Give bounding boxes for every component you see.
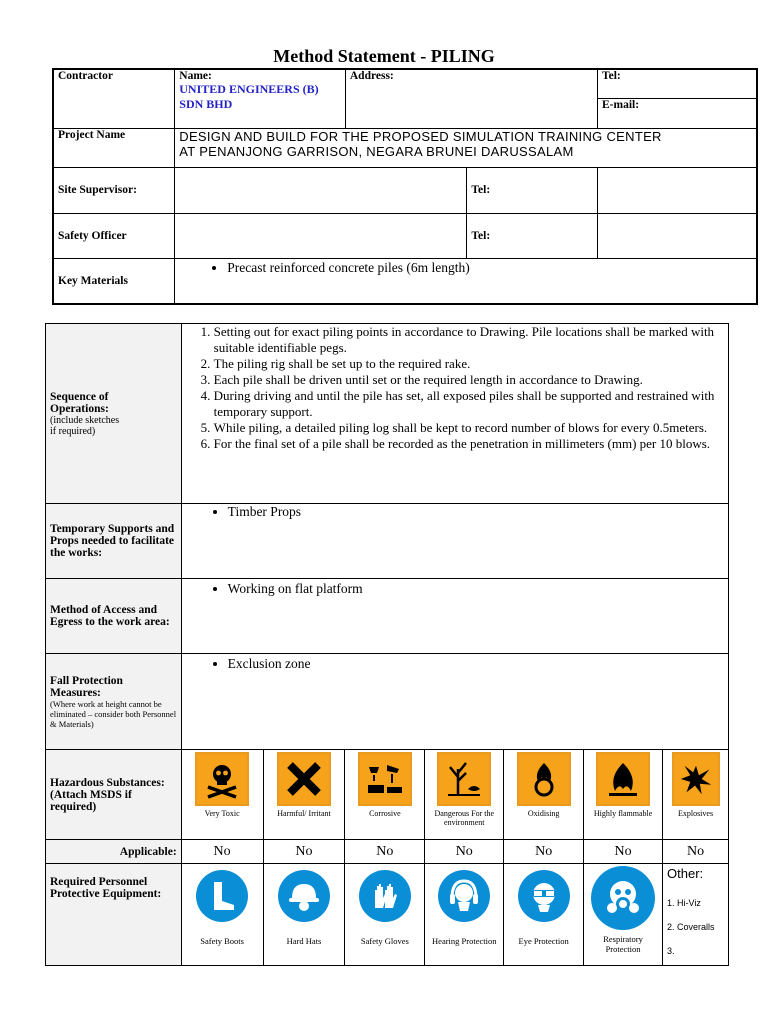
dead-tree-icon — [437, 752, 491, 806]
contractor-label: Contractor — [53, 69, 175, 128]
sequence-step: 6. For the final set of a pile shall be recorded as the penetration in millimeters (mm) per 10 blows. — [214, 436, 724, 452]
goggles-icon — [518, 870, 570, 922]
ppe-eye-protection — [504, 864, 584, 966]
ppe-other-label: Other: — [667, 866, 704, 881]
safety-officer-label: Safety Officer — [53, 213, 175, 258]
hazardous-label: Hazardous Substances: (Attach MSDS if required) — [46, 750, 182, 840]
ppe-caption: Safety Gloves — [360, 936, 409, 946]
safety-officer-value — [175, 213, 467, 258]
project-name-value — [175, 128, 757, 167]
sequence-label-cell — [46, 324, 182, 504]
hard-hat-icon — [278, 870, 330, 922]
sequence-note-line1: (include sketches — [50, 414, 120, 426]
hazard-environment — [425, 750, 504, 840]
hazard-caption: Corrosive — [369, 809, 401, 818]
ppe-respiratory-protection — [584, 864, 663, 966]
access-label: Method of Access and Egress to the work area: — [46, 579, 182, 654]
site-supervisor-label: Site Supervisor: — [53, 167, 175, 213]
key-materials-item: • Precast reinforced concrete piles (6m length) — [227, 260, 752, 276]
access-item: • Working on flat platform — [228, 581, 724, 597]
applicable-value: No — [584, 840, 663, 864]
project-info-table — [52, 68, 758, 305]
sequence-note-line2: if required) — [50, 425, 96, 437]
fall-protection-value — [181, 654, 728, 750]
sequence-step: 3. Each pile shall be driven until set or the required length in accordance to Drawing. — [214, 372, 724, 388]
ppe-caption: Hard Hats — [286, 936, 322, 946]
site-supervisor-tel-label: Tel: — [467, 167, 598, 213]
gloves-icon — [359, 870, 411, 922]
hazard-caption: Dangerous For the environment — [434, 809, 495, 827]
hazard-harmful-irritant — [263, 750, 345, 840]
applicable-value: No — [345, 840, 425, 864]
ppe-label: Required Personnel Protective Equipment: — [46, 864, 182, 966]
email-label: E-mail: — [598, 98, 758, 128]
applicable-value: No — [263, 840, 345, 864]
sequence-step: 1. Setting out for exact piling points in accordance to Drawing. Pile locations shall be marked with suitable identifiable pegs. — [214, 324, 724, 356]
ppe-hard-hats — [263, 864, 345, 966]
hazard-caption: Highly flammable — [593, 809, 653, 818]
temp-supports-item: • Timber Props — [228, 504, 724, 520]
applicable-value: No — [425, 840, 504, 864]
sequence-step: 2. The piling rig shall be set up to the required rake. — [214, 356, 724, 372]
hazard-caption: Very Toxic — [204, 809, 240, 818]
hazard-oxidising — [504, 750, 584, 840]
fall-protection-label-line2: Measures: — [50, 686, 101, 699]
applicable-value: No — [181, 840, 263, 864]
contractor-tel-label: Tel: — [598, 69, 758, 98]
hazard-very-toxic — [181, 750, 263, 840]
sequence-step: 4. During driving and until the pile has set, all exposed piles shall be supported and restrained with temporary support. — [214, 388, 724, 420]
temp-supports-value — [181, 504, 728, 579]
access-value — [181, 579, 728, 654]
x-cross-icon — [277, 752, 331, 806]
ppe-caption: Respiratory Protection — [603, 934, 643, 954]
hazard-highly-flammable — [584, 750, 663, 840]
ppe-caption: Safety Boots — [200, 936, 244, 946]
safety-officer-tel-label: Tel: — [467, 213, 598, 258]
ppe-caption: Eye Protection — [518, 936, 569, 946]
hazard-caption: Oxidising — [527, 809, 560, 818]
corrosive-icon — [358, 752, 412, 806]
respirator-icon — [591, 866, 655, 930]
applicable-value: No — [504, 840, 584, 864]
ppe-safety-boots — [181, 864, 263, 966]
boots-icon — [196, 870, 248, 922]
temp-supports-label: Temporary Supports and Props needed to facilitate the works: — [46, 504, 182, 579]
applicable-label: Applicable: — [46, 840, 182, 864]
ear-defenders-icon — [438, 870, 490, 922]
contractor-name-line1: UNITED ENGINEERS (B) — [179, 82, 319, 96]
sequence-steps-cell — [181, 324, 728, 504]
ppe-other-cell — [663, 864, 729, 966]
ppe-other-list — [667, 891, 724, 963]
ppe-other-item: 3. — [667, 946, 675, 956]
fall-protection-label-cell — [46, 654, 182, 750]
fall-protection-item: • Exclusion zone — [228, 656, 724, 672]
flame-over-circle-icon — [517, 752, 571, 806]
ppe-other-item: 1. Hi-Viz — [667, 898, 701, 908]
address-label: Address: — [345, 69, 597, 128]
safety-officer-tel-value — [598, 213, 758, 258]
site-supervisor-tel-value — [598, 167, 758, 213]
contractor-name-cell — [175, 69, 346, 128]
hazard-explosives — [663, 750, 729, 840]
ppe-hearing-protection — [425, 864, 504, 966]
sequence-step: 5. While piling, a detailed piling log shall be kept to record number of blows for every 0.5meters. — [214, 420, 724, 436]
flame-icon — [596, 752, 650, 806]
contractor-name-line2: SDN BHD — [179, 97, 233, 111]
project-name-label: Project Name — [53, 128, 175, 167]
key-materials-label: Key Materials — [53, 258, 175, 304]
project-name-line2: AT PENANJONG GARRISON, NEGARA BRUNEI DARUSSALAM — [179, 143, 574, 159]
hazard-caption: Explosives — [677, 809, 714, 818]
fall-protection-note: (Where work at height cannot be eliminated – consider both Personnel & Materials) — [50, 698, 177, 729]
sequence-label-line2: Operations: — [50, 402, 109, 415]
document-title: Method Statement - PILING — [273, 46, 495, 66]
sequence-label-line1: Sequence of — [50, 390, 109, 403]
key-materials-value — [175, 258, 757, 304]
hazard-caption: Harmful/ Irritant — [277, 809, 331, 818]
project-name-line1: DESIGN AND BUILD FOR THE PROPOSED SIMULATION TRAINING CENTER — [179, 128, 662, 144]
hazard-corrosive — [345, 750, 425, 840]
fall-protection-label-line1: Fall Protection — [50, 674, 123, 687]
ppe-other-item: 2. Coveralls — [667, 922, 715, 932]
method-details-table — [45, 323, 729, 966]
name-label: Name: — [179, 70, 212, 82]
applicable-value: No — [663, 840, 729, 864]
site-supervisor-value — [175, 167, 467, 213]
skull-crossbones-icon — [195, 752, 249, 806]
sequence-steps-list — [186, 324, 724, 452]
ppe-caption: Hearing Protection — [432, 936, 497, 946]
explosion-icon — [672, 752, 720, 806]
ppe-safety-gloves — [345, 864, 425, 966]
